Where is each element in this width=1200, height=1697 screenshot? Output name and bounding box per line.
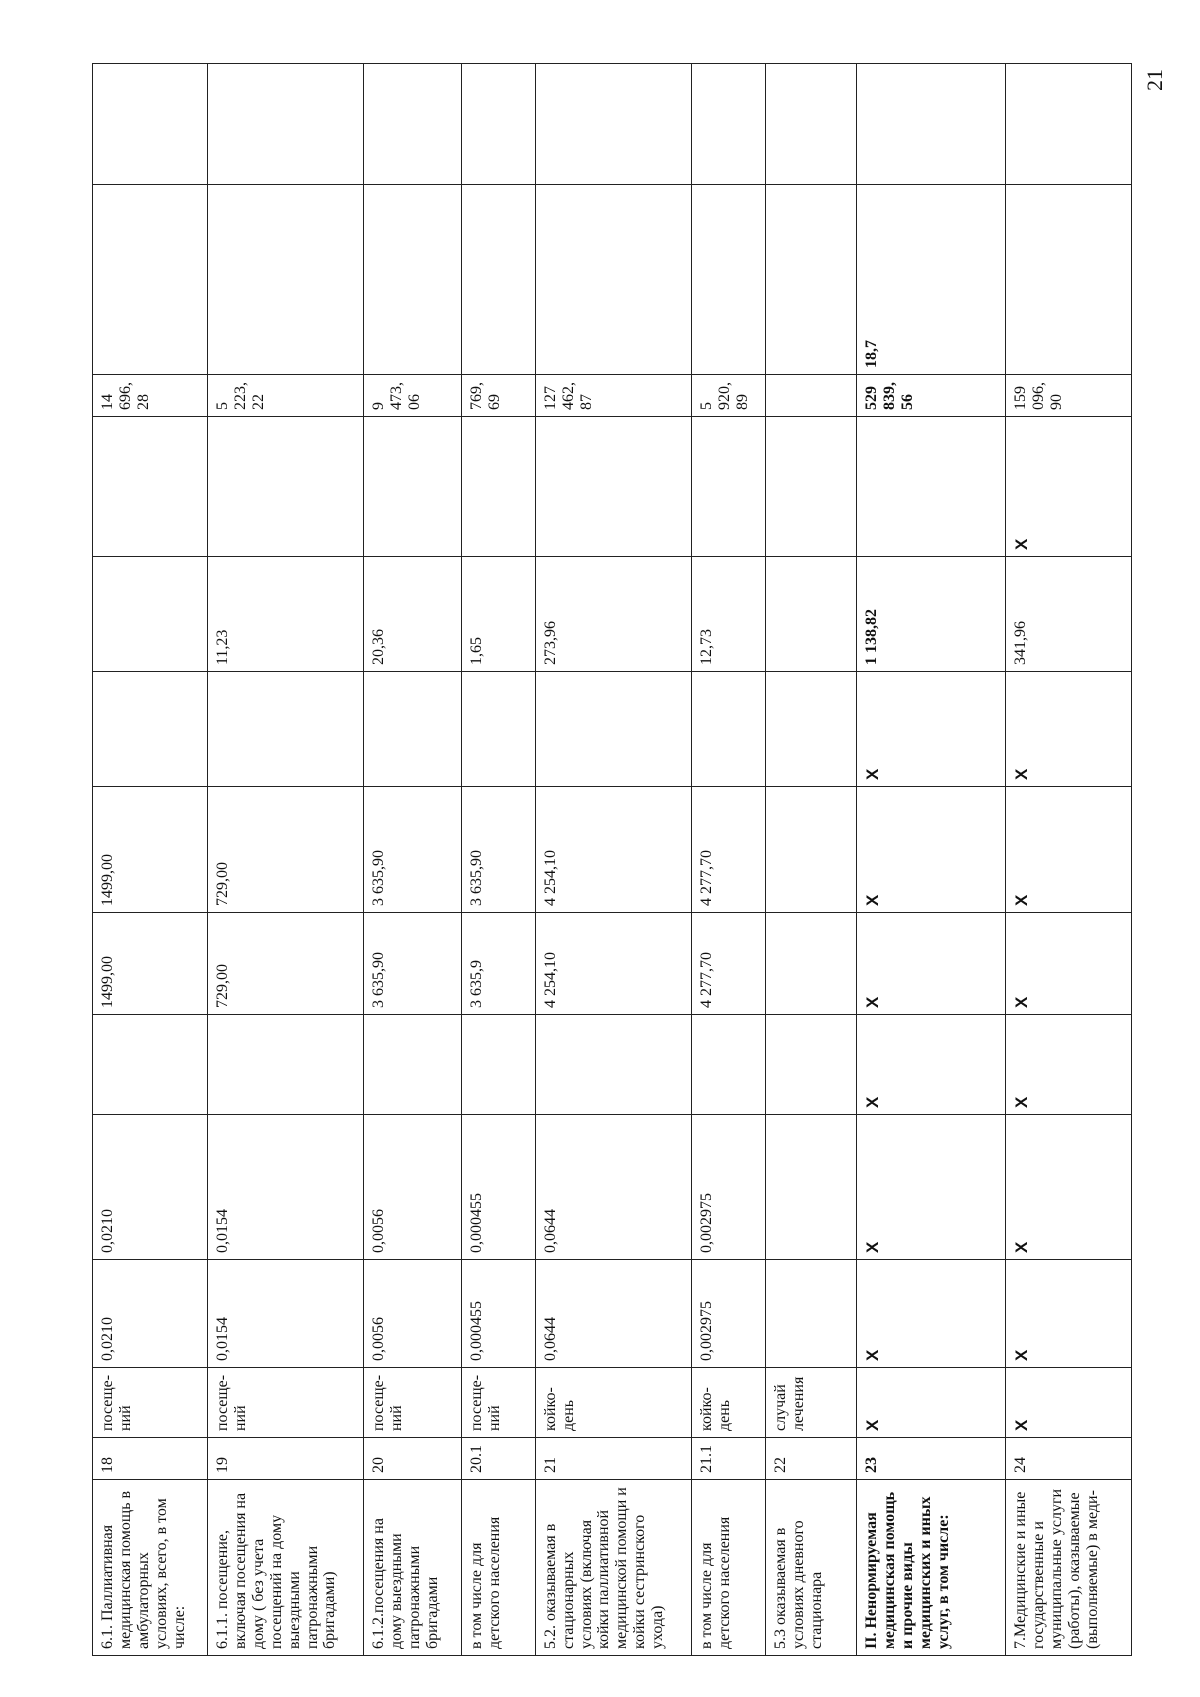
value-cell-6: Х [857, 672, 1006, 787]
value-cell-8 [93, 417, 208, 557]
row-name-cell: 5.3 оказываемая в условиях дневного стационара [765, 1480, 857, 1656]
unit-cell: койко-день [691, 1368, 765, 1438]
value-cell-9 [765, 375, 857, 417]
value-cell-2: 0,0644 [535, 1115, 691, 1260]
value-cell-1: 0,0056 [364, 1260, 462, 1368]
unit-cell: посеще-ний [93, 1368, 208, 1438]
row-code-cell: 24 [1006, 1438, 1132, 1480]
value-cell-4: Х [857, 913, 1006, 1015]
value-cell-10 [535, 185, 691, 375]
value-cell-7: 12,73 [691, 557, 765, 672]
table-row [765, 64, 857, 1656]
value-cell-1: 0,000455 [462, 1260, 535, 1368]
unit-cell: койко-день [535, 1368, 691, 1438]
row-name-cell: 6.1. Паллиативная медицинская помощь в амбулаторных условиях, всего, в том числе: [93, 1480, 208, 1656]
rotated-table-container [92, 64, 1132, 1656]
value-cell-6 [364, 672, 462, 787]
value-cell-4 [765, 913, 857, 1015]
value-cell-11 [1006, 64, 1132, 185]
value-cell-5: 3 635,90 [462, 787, 535, 913]
value-cell-7 [93, 557, 208, 672]
value-cell-10 [691, 185, 765, 375]
value-cell-4: 729,00 [208, 913, 364, 1015]
value-cell-7 [765, 557, 857, 672]
value-cell-8 [462, 417, 535, 557]
table-row [535, 64, 691, 1656]
unit-cell: случай лечения [765, 1368, 857, 1438]
row-name-cell: II. Ненормируемая медицинская помощь и прочие виды медицинских и иных услуг, в том числе: [857, 1480, 1006, 1656]
financing-table [92, 63, 1132, 1656]
value-cell-6: Х [1006, 672, 1132, 787]
value-cell-8 [765, 417, 857, 557]
value-cell-8 [208, 417, 364, 557]
value-cell-2: Х [857, 1115, 1006, 1260]
value-cell-3 [208, 1015, 364, 1115]
value-cell-3 [93, 1015, 208, 1115]
value-cell-11 [857, 64, 1006, 185]
row-name-cell: 5.2. оказываемая в стационарных условиях (включая койки паллиативной медицинской помощи и койки сестринского ухода) [535, 1480, 691, 1656]
value-cell-2: 0,0154 [208, 1115, 364, 1260]
table-row [364, 64, 462, 1656]
value-cell-8 [364, 417, 462, 557]
row-code-cell: 23 [857, 1438, 1006, 1480]
row-code-cell: 20.1 [462, 1438, 535, 1480]
value-cell-10 [208, 185, 364, 375]
value-cell-7: 273,96 [535, 557, 691, 672]
value-cell-2: Х [1006, 1115, 1132, 1260]
value-cell-8: Х [1006, 417, 1132, 557]
value-cell-9: 127 462,87 [535, 375, 691, 417]
value-cell-4: 4 254,10 [535, 913, 691, 1015]
value-cell-4: Х [1006, 913, 1132, 1015]
value-cell-4: 3 635,90 [364, 913, 462, 1015]
unit-cell: посеще-ний [208, 1368, 364, 1438]
value-cell-9: 5 223,22 [208, 375, 364, 417]
value-cell-4: 3 635,9 [462, 913, 535, 1015]
value-cell-9: 529 839,56 [857, 375, 1006, 417]
table-row [691, 64, 765, 1656]
table-body [93, 64, 1132, 1656]
page-number: 21 [1142, 69, 1167, 91]
value-cell-10 [364, 185, 462, 375]
row-name-cell: 7.Медицинские и иные государственные и муниципальные услуги (работы), оказываемые (выполняемые) в меди- [1006, 1480, 1132, 1656]
value-cell-10: 18,7 [857, 185, 1006, 375]
value-cell-7: 1,65 [462, 557, 535, 672]
value-cell-6 [208, 672, 364, 787]
row-name-cell: 6.1.2.посещения на дому выездными патронажными бригадами [364, 1480, 462, 1656]
unit-cell: посеще-ний [364, 1368, 462, 1438]
value-cell-2: 0,000455 [462, 1115, 535, 1260]
value-cell-2 [765, 1115, 857, 1260]
value-cell-6 [93, 672, 208, 787]
value-cell-3 [462, 1015, 535, 1115]
unit-cell: посеще-ний [462, 1368, 535, 1438]
value-cell-9: 769,69 [462, 375, 535, 417]
table-row [93, 64, 208, 1656]
value-cell-7: 1 138,82 [857, 557, 1006, 672]
value-cell-1: 0,0154 [208, 1260, 364, 1368]
value-cell-9: 14 696,28 [93, 375, 208, 417]
value-cell-11 [765, 64, 857, 185]
value-cell-5: Х [1006, 787, 1132, 913]
table-row [1006, 64, 1132, 1656]
value-cell-7: 11,23 [208, 557, 364, 672]
value-cell-11 [462, 64, 535, 185]
value-cell-11 [364, 64, 462, 185]
value-cell-6 [535, 672, 691, 787]
value-cell-10 [93, 185, 208, 375]
value-cell-11 [691, 64, 765, 185]
value-cell-1: Х [857, 1260, 1006, 1368]
value-cell-6 [765, 672, 857, 787]
value-cell-1: 0,002975 [691, 1260, 765, 1368]
value-cell-5: 4 277,70 [691, 787, 765, 913]
value-cell-4: 4 277,70 [691, 913, 765, 1015]
row-code-cell: 21 [535, 1438, 691, 1480]
value-cell-2: 0,002975 [691, 1115, 765, 1260]
value-cell-6 [462, 672, 535, 787]
unit-cell: Х [1006, 1368, 1132, 1438]
table-row [208, 64, 364, 1656]
row-code-cell: 20 [364, 1438, 462, 1480]
value-cell-7: 341,96 [1006, 557, 1132, 672]
row-name-cell: в том числе для детского населения [462, 1480, 535, 1656]
value-cell-1: 0,0210 [93, 1260, 208, 1368]
value-cell-7: 20,36 [364, 557, 462, 672]
value-cell-5: 1499,00 [93, 787, 208, 913]
value-cell-5: Х [857, 787, 1006, 913]
value-cell-5: 729,00 [208, 787, 364, 913]
value-cell-6 [691, 672, 765, 787]
row-code-cell: 22 [765, 1438, 857, 1480]
value-cell-9: 159 096,90 [1006, 375, 1132, 417]
value-cell-8 [691, 417, 765, 557]
value-cell-2: 0,0056 [364, 1115, 462, 1260]
value-cell-10 [462, 185, 535, 375]
value-cell-10 [765, 185, 857, 375]
value-cell-11 [535, 64, 691, 185]
value-cell-3: Х [857, 1015, 1006, 1115]
value-cell-10 [1006, 185, 1132, 375]
value-cell-9: 9 473,06 [364, 375, 462, 417]
value-cell-11 [208, 64, 364, 185]
table-row [857, 64, 1006, 1656]
value-cell-8 [857, 417, 1006, 557]
unit-cell: Х [857, 1368, 1006, 1438]
value-cell-3 [691, 1015, 765, 1115]
value-cell-5: 4 254,10 [535, 787, 691, 913]
value-cell-11 [93, 64, 208, 185]
value-cell-5: 3 635,90 [364, 787, 462, 913]
row-code-cell: 18 [93, 1438, 208, 1480]
row-name-cell: 6.1.1. посещение, включая посещения на дому ( без учета посещений на дому выездными патронажными бригадами) [208, 1480, 364, 1656]
row-code-cell: 21.1 [691, 1438, 765, 1480]
value-cell-3 [535, 1015, 691, 1115]
value-cell-8 [535, 417, 691, 557]
row-name-cell: в том числе для детского населения [691, 1480, 765, 1656]
value-cell-2: 0,0210 [93, 1115, 208, 1260]
value-cell-1 [765, 1260, 857, 1368]
value-cell-9: 5 920,89 [691, 375, 765, 417]
value-cell-3 [765, 1015, 857, 1115]
row-code-cell: 19 [208, 1438, 364, 1480]
value-cell-3: Х [1006, 1015, 1132, 1115]
table-row [462, 64, 535, 1656]
value-cell-3 [364, 1015, 462, 1115]
value-cell-1: Х [1006, 1260, 1132, 1368]
value-cell-5 [765, 787, 857, 913]
value-cell-1: 0,0644 [535, 1260, 691, 1368]
value-cell-4: 1499,00 [93, 913, 208, 1015]
